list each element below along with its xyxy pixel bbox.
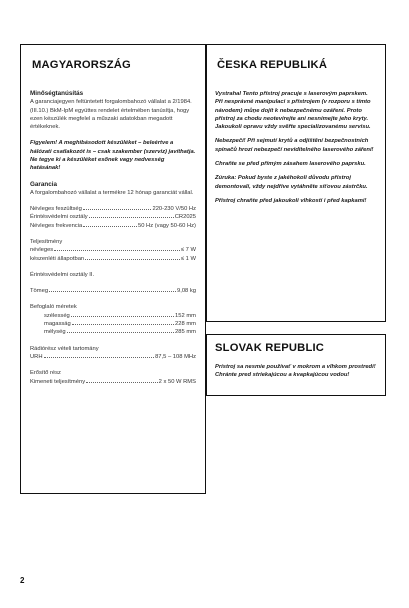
radio-title: Rádiórész vételi tartomány	[30, 345, 99, 352]
power-title: Teljesítmény	[30, 238, 63, 245]
amp-row: Kimeneti teljesítmény 2 x 50 W RMS	[30, 378, 196, 385]
amp-title: Erősítő rész	[30, 370, 61, 377]
page-number: 2	[20, 576, 25, 585]
quality-title: Minőségtanúsítás	[30, 90, 84, 97]
czech-paragraph-3: Chraňte se před přímým zásahem laserového paprsku.	[215, 161, 366, 168]
slovak-paragraph: Prístroj sa nesmie používať v mokrom a vlhkom prostredí! Chránte pred striekajúcou a kvapkajúcou vodou!	[215, 364, 376, 379]
radio-row: URH 87,5 – 108 MHz	[30, 353, 196, 360]
garancia-title: Garancia	[30, 180, 57, 188]
czech-section	[206, 44, 386, 322]
hungary-title: MAGYARORSZÁG	[32, 59, 131, 71]
dims-row-width: szélesség 152 mm	[44, 312, 196, 319]
spec-row-voltage: Névleges feszültség 220-230 V/50 Hz	[30, 206, 196, 213]
dims-row-depth: mélység 285 mm	[44, 329, 196, 336]
czech-paragraph-4: Zúruka: Pokud byste z jakéhokoli důvodu přístroj demontovali, vždy nejdříve vytáhněte síťovou zástrčku.	[215, 175, 368, 190]
protection-class: Érintésvédelmi osztály II.	[30, 271, 95, 278]
dims-row-height: magasság 228 mm	[44, 321, 196, 328]
czech-title: ČESKA REPUBLIKÁ	[217, 59, 328, 71]
garancia-body: A forgalombahozó vállalat a termékre 12 hónap garanciát vállal.	[30, 189, 194, 196]
spec-row-frequency: Névleges frekvencia 50 Hz (vagy 50-60 Hz)	[30, 222, 196, 229]
power-row-nominal: névleges ≤ 7 W	[30, 247, 196, 254]
hungary-warning: Figyelem! A meghibásodott készüléket – beleértve a hálózati csatlakozót is – csak szakember (szerviz) javíthatja. Ne tegye ki a készüléket esőnek vagy nedvesség hatásának!	[30, 140, 196, 172]
czech-paragraph-1: Vystrahal Tento přístroj pracuje s laserovým paprskem. Při nesprávné manipulaci s přístrojem (v rozporu s tímto návodem) můņe dojít k nebezpečnému ozáření. Proto přístroj za chodu neotevírejte ani nesnímejte jeho kryty. Jakoukoli opravu vždy svěřte specializovanému servisu.	[215, 91, 371, 131]
czech-paragraph-2: Nebezpečí! Při sejmutí krytů a odjištění bezpečnostních spínačů hrozí nebezpečí neviditelného laserového záření!	[215, 138, 374, 153]
czech-paragraph-5: Přístroj chraňte před jakoukoli vlhkostí i před kapkami!	[215, 197, 367, 204]
quality-body: A garanciajegyen feltüntetett forgalombahozó vállalat a 2/1984. (III.10.) BkM-IpM együttes rendelet értelmében tanúsítja, hogy ezen készülék megfelel a műszaki adatokban megadott értékeknek.	[30, 99, 192, 131]
power-row-standby: készenléti állapotban ≤ 1 W	[30, 255, 196, 262]
slovak-section	[206, 334, 386, 396]
dims-title: Befoglaló méretek	[30, 304, 77, 311]
hungary-section	[20, 44, 206, 494]
slovak-title: SLOVAK REPUBLIC	[215, 342, 325, 354]
spec-row-class: Érintésvédelmi osztály CR2025	[30, 214, 196, 221]
weight-row: Tömeg 9,08 kg	[30, 288, 196, 295]
